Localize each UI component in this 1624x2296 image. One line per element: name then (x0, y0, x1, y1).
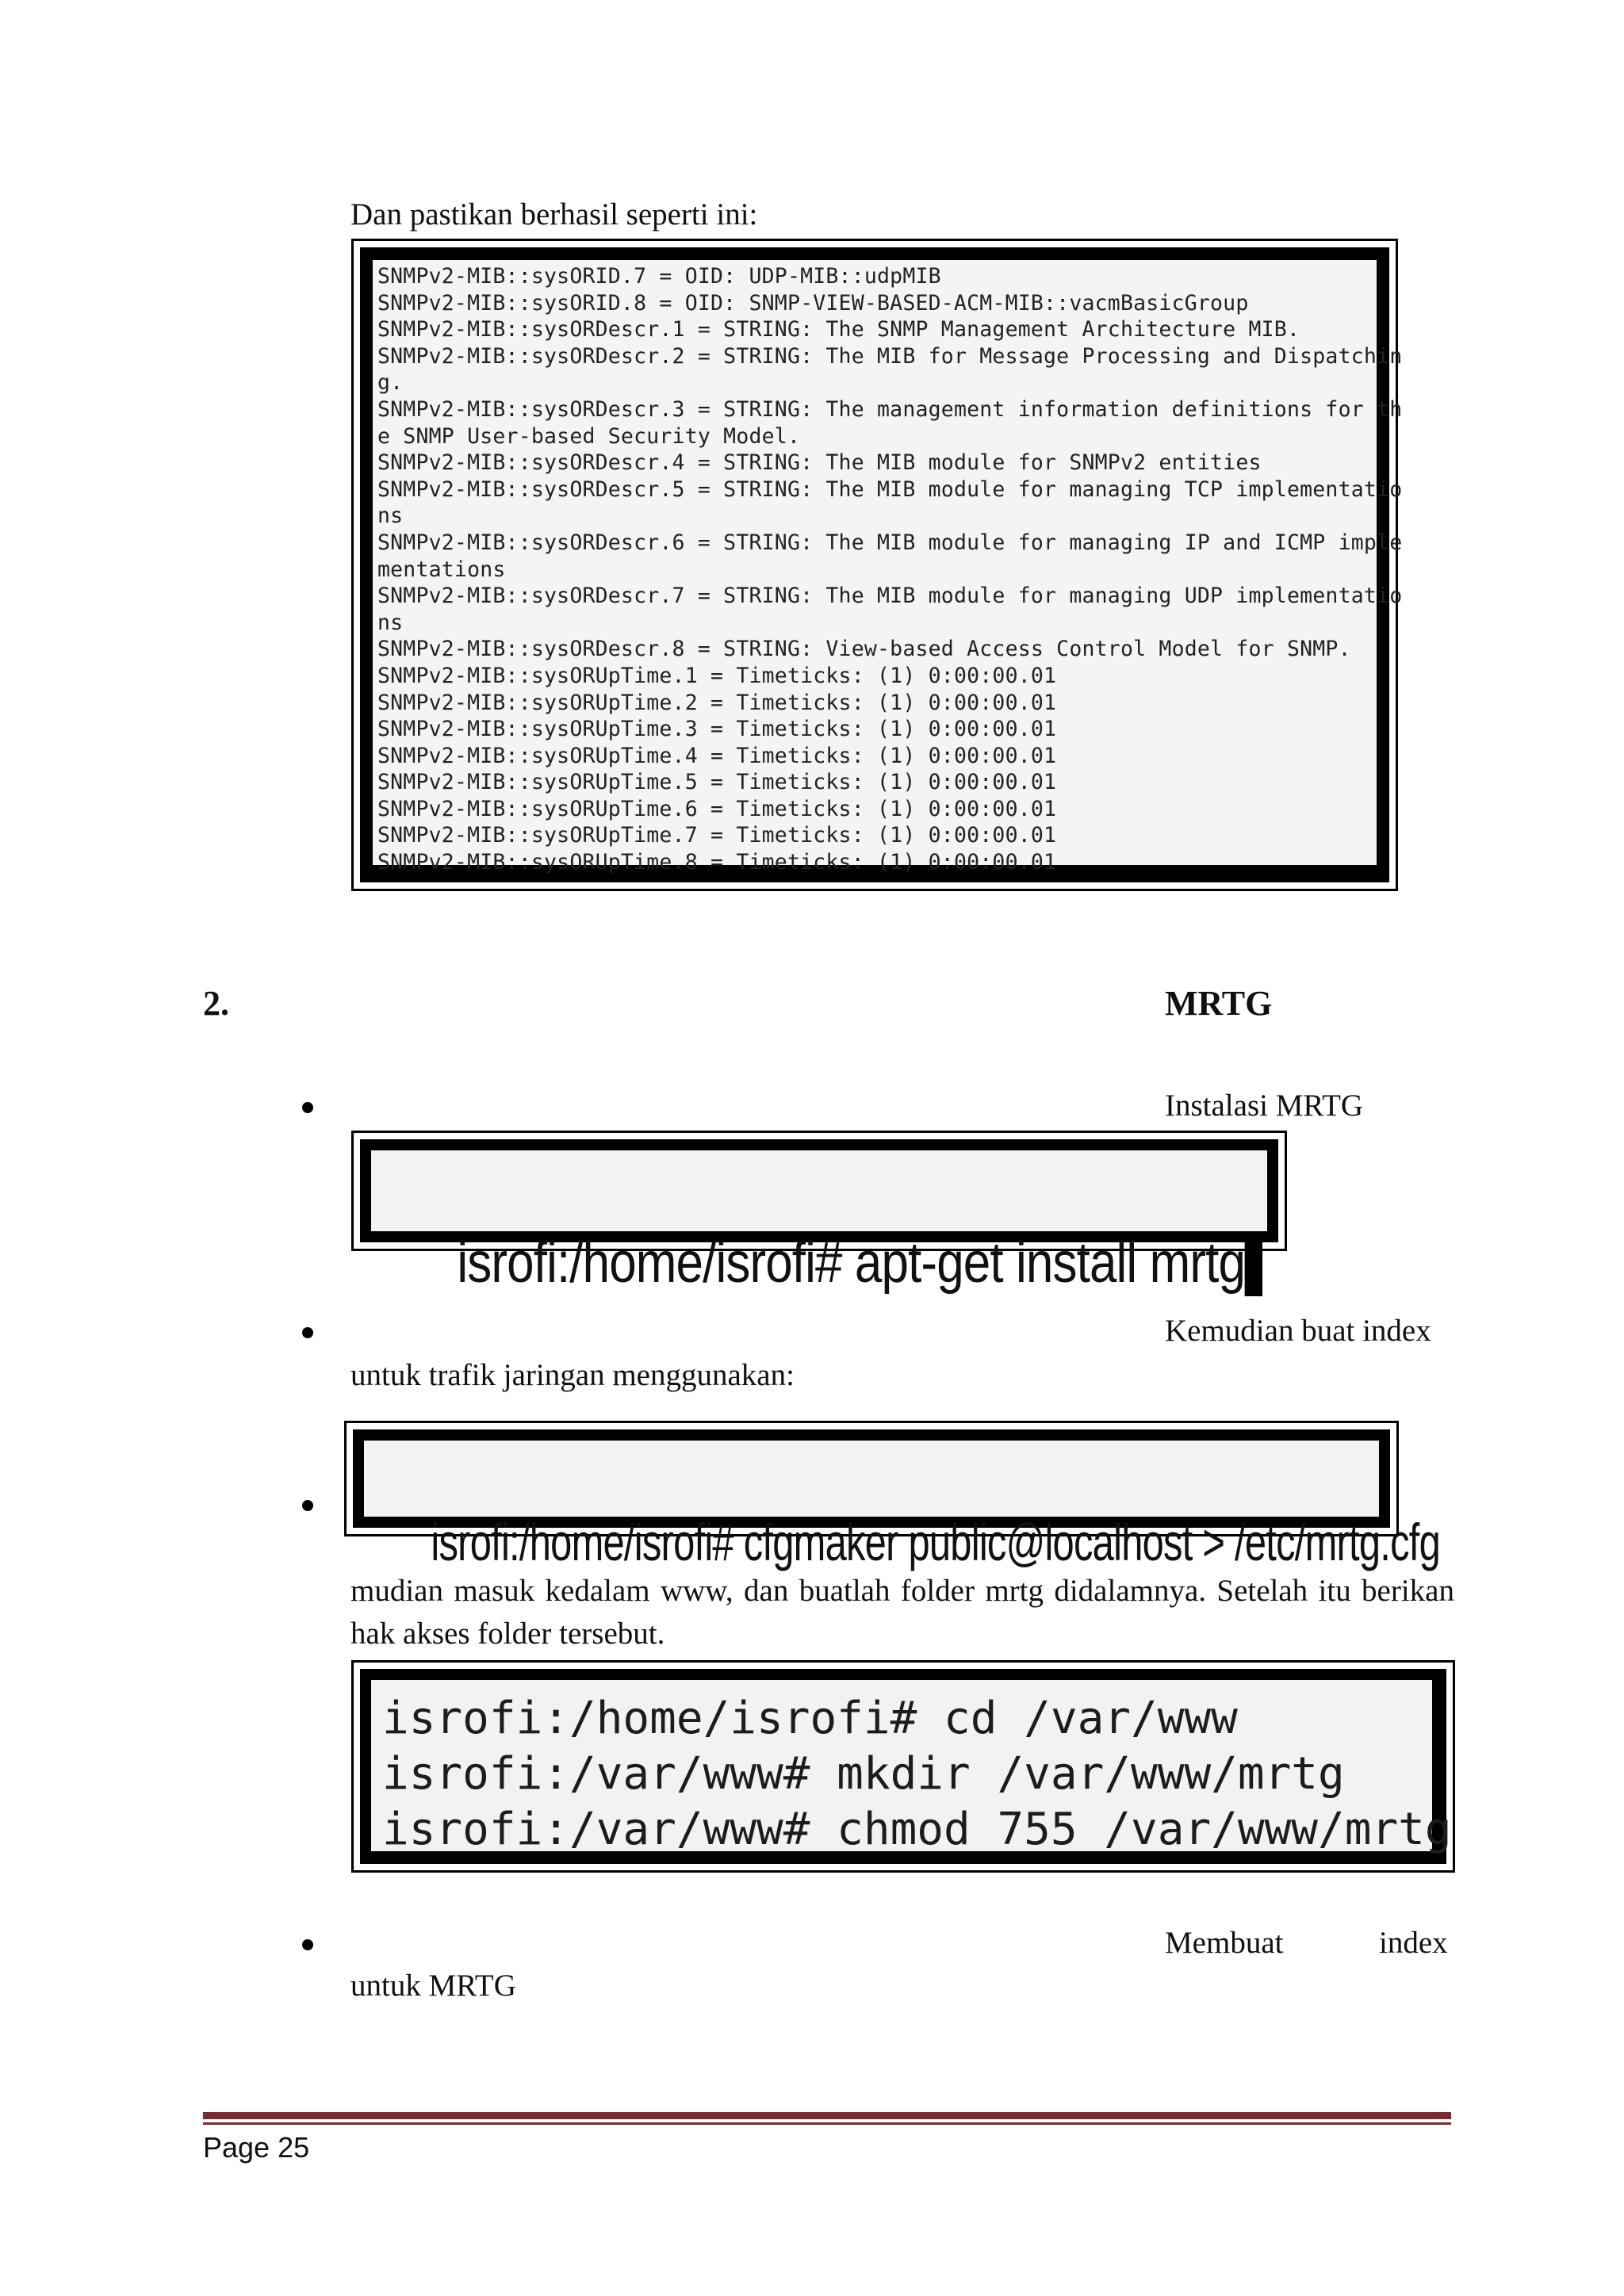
terminal-command-line: isrofi:/var/www# chmod 755 /var/www/mrtg (382, 1804, 1452, 1855)
terminal-output-line: SNMPv2-MIB::sysORDescr.4 = STRING: The MIB module for SNMPv2 entities (377, 450, 1262, 476)
terminal-output-line: SNMPv2-MIB::sysORDescr.6 = STRING: The MIB module for managing IP and ICMP imple (377, 530, 1403, 555)
cfgmaker-command: isrofi:/home/isrofi# cfgmaker public@localhost > /etc/mrtg.cfg (431, 1513, 1441, 1571)
snmp-output-lines (373, 260, 1403, 876)
bullet-install (302, 1102, 313, 1113)
section-title: MRTG (1165, 984, 1273, 1023)
bullet-index-mrtg (302, 1939, 313, 1950)
index-label: Kemudian buat index (1165, 1314, 1431, 1348)
terminal-output-line: SNMPv2-MIB::sysORDescr.8 = STRING: View-based Access Control Model for SNMP. (377, 637, 1351, 662)
section-number: 2. (203, 984, 229, 1023)
bullet-www (302, 1500, 313, 1511)
index-continuation: untuk trafik jaringan menggunakan: (350, 1358, 795, 1392)
bullet-index (302, 1327, 313, 1338)
footer-rule-thin (203, 2122, 1451, 2125)
terminal-output-line: SNMPv2-MIB::sysORID.7 = OID: UDP-MIB::udpMIB (377, 264, 941, 289)
install-command-screenshot (351, 1131, 1287, 1295)
www-commands-screenshot (351, 1660, 1455, 1873)
terminal-output-line: SNMPv2-MIB::sysORDescr.3 = STRING: The management information definitions for th (377, 396, 1403, 422)
www-text: mudian masuk kedalam www, dan buatlah folder mrtg didalamnya. Setelah itu berikan hak akses folder tersebut. (350, 1574, 1454, 1651)
terminal-command-line: isrofi:/var/www# mkdir /var/www/mrtg (382, 1748, 1345, 1800)
www-commands (371, 1680, 1452, 1858)
terminal-output-line: ns (377, 503, 404, 529)
terminal-output-line: SNMPv2-MIB::sysORUpTime.1 = Timeticks: (1) 0:00:00.01 (377, 663, 1057, 688)
terminal-output-line: SNMPv2-MIB::sysORDescr.5 = STRING: The MIB module for managing TCP implementatio (377, 476, 1403, 502)
terminal-output-line: SNMPv2-MIB::sysORUpTime.7 = Timeticks: (1) 0:00:00.01 (377, 823, 1057, 848)
terminal-output-line: SNMPv2-MIB::sysORDescr.1 = STRING: The SNMP Management Architecture MIB. (377, 317, 1300, 342)
install-command: isrofi:/home/isrofi# apt-get install mrtg (457, 1231, 1246, 1295)
terminal-output-line: SNMPv2-MIB::sysORDescr.2 = STRING: The MIB for Message Processing and Dispatchin (377, 343, 1403, 369)
terminal-output-line: SNMPv2-MIB::sysORUpTime.6 = Timeticks: (1) 0:00:00.01 (377, 796, 1057, 821)
index-mrtg-label-word1: Membuat (1165, 1926, 1284, 1960)
intro-text: Dan pastikan berhasil seperti ini: (350, 197, 758, 232)
terminal-command-line: isrofi:/home/isrofi# cd /var/www (382, 1693, 1238, 1744)
terminal-output-line: SNMPv2-MIB::sysORDescr.7 = STRING: The MIB module for managing UDP implementatio (377, 584, 1403, 609)
page-number: Page 25 (203, 2131, 310, 2164)
index-mrtg-label-word2: index (1379, 1926, 1448, 1960)
cfgmaker-command-screenshot (344, 1421, 1441, 1571)
terminal-output-line: ns (377, 610, 404, 635)
terminal-output-line: mentations (377, 557, 506, 582)
terminal-output-line: SNMPv2-MIB::sysORID.8 = OID: SNMP-VIEW-BASED-ACM-MIB::vacmBasicGroup (377, 290, 1249, 316)
terminal-output-line: SNMPv2-MIB::sysORUpTime.4 = Timeticks: (1) 0:00:00.01 (377, 743, 1057, 768)
terminal-output-line: SNMPv2-MIB::sysORUpTime.8 = Timeticks: (1) 0:00:00.01 (377, 850, 1057, 875)
terminal-output-line: g. (377, 370, 404, 396)
terminal-output-line: e SNMP User-based Security Model. (377, 423, 801, 449)
footer-rule-thick (203, 2112, 1451, 2119)
terminal-output-line: SNMPv2-MIB::sysORUpTime.2 = Timeticks: (1) 0:00:00.01 (377, 690, 1057, 715)
terminal-output-line: SNMPv2-MIB::sysORUpTime.3 = Timeticks: (1) 0:00:00.01 (377, 717, 1057, 742)
terminal-output-line: SNMPv2-MIB::sysORUpTime.5 = Timeticks: (1) 0:00:00.01 (377, 770, 1057, 795)
index-mrtg-continuation: untuk MRTG (350, 1969, 516, 2003)
terminal-cursor (1245, 1238, 1262, 1296)
install-label: Instalasi MRTG (1165, 1089, 1364, 1123)
snmp-output-screenshot (351, 239, 1403, 891)
